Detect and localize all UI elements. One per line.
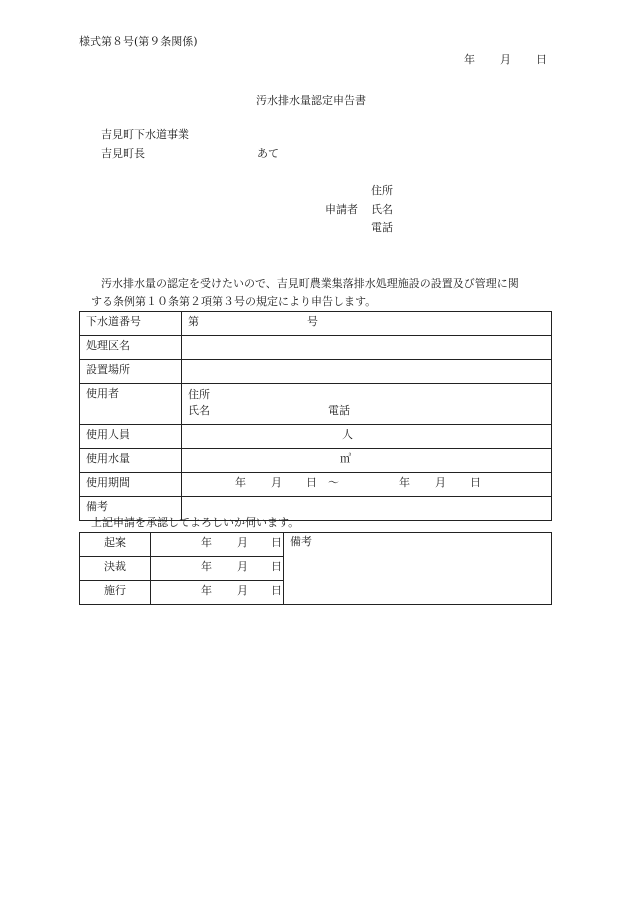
sewer-number-label: 下水道番号 bbox=[80, 312, 182, 336]
table-row bbox=[80, 384, 552, 425]
sewer-number-field[interactable] bbox=[182, 312, 552, 336]
approval-date-decision[interactable] bbox=[151, 557, 284, 581]
page-title: 汚水排水量認定申告書 bbox=[256, 94, 366, 107]
approval-date-enforce[interactable] bbox=[151, 581, 284, 605]
table-row bbox=[80, 449, 552, 473]
body-text-line1: 汚水排水量の認定を受けたいので、吉見町農業集落排水処理施設の設置及び管理に関 bbox=[101, 277, 519, 290]
table-row bbox=[80, 360, 552, 384]
date-year: 年 bbox=[464, 53, 475, 66]
approval-table bbox=[79, 532, 552, 605]
user-field[interactable] bbox=[182, 384, 552, 425]
location-label: 設置場所 bbox=[80, 360, 182, 384]
period-tilde: 〜 bbox=[328, 476, 339, 489]
approval-day: 日 bbox=[271, 584, 282, 597]
user-address-label: 住所 bbox=[188, 388, 210, 401]
approval-date-draft[interactable] bbox=[151, 533, 284, 557]
period-year1: 年 bbox=[235, 476, 246, 489]
approval-label-decision: 決裁 bbox=[80, 557, 151, 581]
date-month: 月 bbox=[500, 53, 511, 66]
period-day1: 日 bbox=[306, 476, 317, 489]
user-phone-label: 電話 bbox=[328, 404, 350, 417]
remarks-label: 備考 bbox=[80, 497, 182, 521]
period-year2: 年 bbox=[399, 476, 410, 489]
people-field[interactable] bbox=[182, 425, 552, 449]
user-label: 使用者 bbox=[80, 384, 182, 425]
period-field[interactable] bbox=[182, 473, 552, 497]
approval-month: 月 bbox=[237, 536, 248, 549]
table-row bbox=[80, 312, 552, 336]
period-label: 使用期間 bbox=[80, 473, 182, 497]
addressee-line1: 吉見町下水道事業 bbox=[101, 128, 189, 141]
period-month2: 月 bbox=[435, 476, 446, 489]
addressee-line2: 吉見町長 bbox=[101, 147, 145, 160]
body-text-line2: する条例第１０条第２項第３号の規定により申告します。 bbox=[91, 295, 377, 308]
approval-remarks[interactable] bbox=[284, 533, 552, 605]
water-unit: ㎥ bbox=[340, 452, 351, 465]
water-label: 使用水量 bbox=[80, 449, 182, 473]
approval-year: 年 bbox=[201, 536, 212, 549]
table-row bbox=[80, 336, 552, 360]
applicant-name-label: 氏名 bbox=[371, 203, 393, 216]
approval-label-draft: 起案 bbox=[80, 533, 151, 557]
approval-day: 日 bbox=[271, 536, 282, 549]
approval-label-enforce: 施行 bbox=[80, 581, 151, 605]
district-field[interactable] bbox=[182, 336, 552, 360]
approval-note: 上記申請を承認してよろしいか伺います。 bbox=[91, 516, 300, 529]
people-unit: 人 bbox=[342, 428, 353, 441]
sewer-number-prefix: 第 bbox=[188, 315, 199, 328]
water-field[interactable] bbox=[182, 449, 552, 473]
form-number: 様式第８号(第９条関係) bbox=[79, 35, 198, 48]
approval-year: 年 bbox=[201, 560, 212, 573]
user-name-label: 氏名 bbox=[188, 404, 210, 417]
period-month1: 月 bbox=[271, 476, 282, 489]
date-day: 日 bbox=[536, 53, 547, 66]
addressee-suffix: あて bbox=[257, 147, 279, 160]
sewer-number-suffix: 号 bbox=[307, 315, 318, 328]
approval-month: 月 bbox=[237, 560, 248, 573]
table-row bbox=[80, 473, 552, 497]
location-field[interactable] bbox=[182, 360, 552, 384]
district-label: 処理区名 bbox=[80, 336, 182, 360]
applicant-phone-label: 電話 bbox=[371, 221, 393, 234]
table-row bbox=[80, 533, 552, 557]
table-row bbox=[80, 425, 552, 449]
application-table bbox=[79, 311, 552, 521]
period-day2: 日 bbox=[470, 476, 481, 489]
approval-year: 年 bbox=[201, 584, 212, 597]
approval-month: 月 bbox=[237, 584, 248, 597]
people-label: 使用人員 bbox=[80, 425, 182, 449]
approval-remarks-label: 備考 bbox=[290, 535, 312, 548]
approval-day: 日 bbox=[271, 560, 282, 573]
applicant-address-label: 住所 bbox=[371, 184, 393, 197]
applicant-label: 申請者 bbox=[325, 203, 358, 216]
